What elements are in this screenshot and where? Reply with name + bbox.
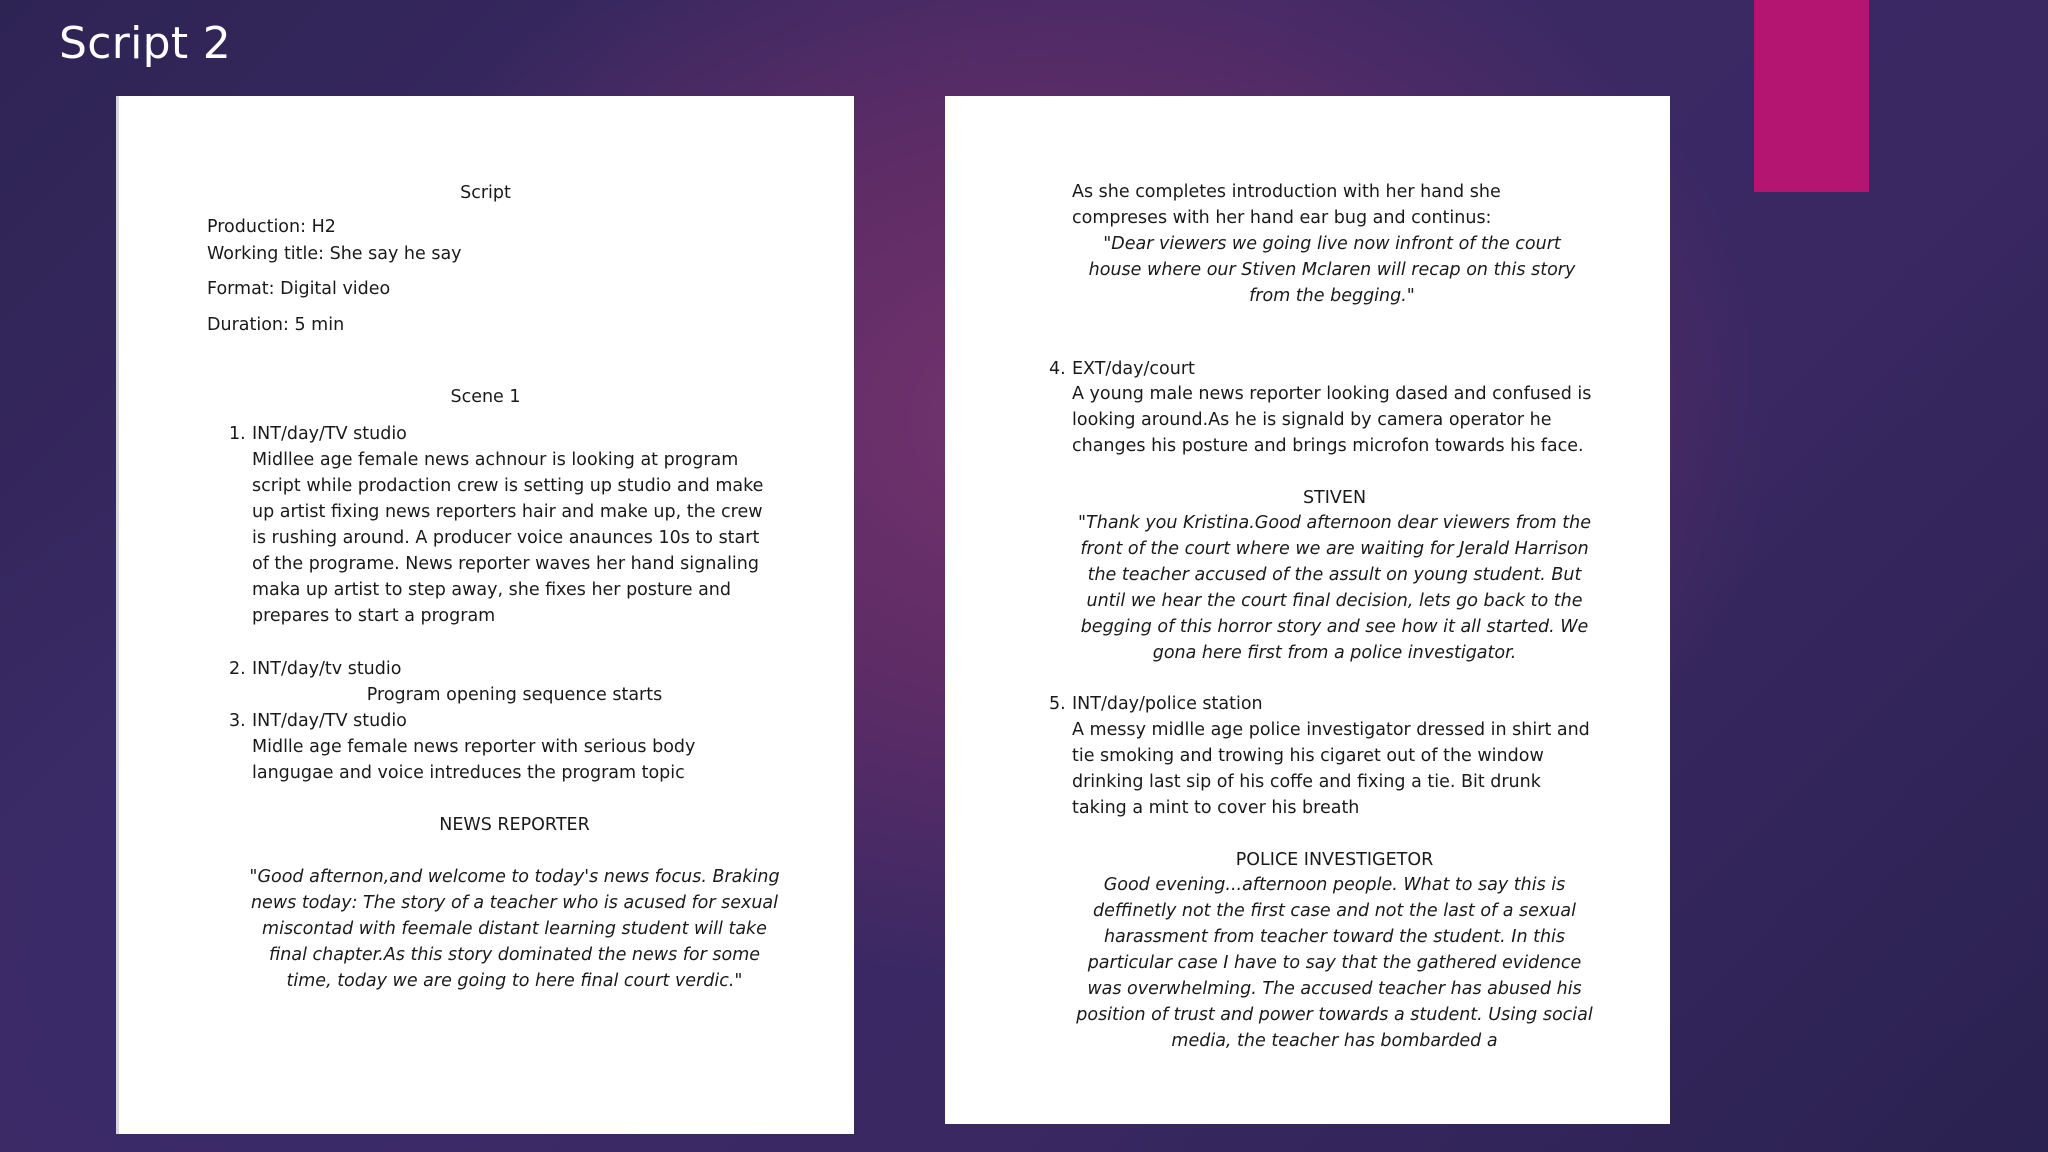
scene-slug: INT/day/TV studio [252,424,407,444]
item-number: 5. [1049,694,1066,714]
scene-action: Midllee age female news achnour is looking at program script while prodaction crew is setting up studio and make up artist fixing news reporters hair and make up, the crew is rushing around. A producer voice anaunces 10s to start of the programe. News reporter waves her hand signaling maka up artist to step away, she fixes her posture and prepares to start a program [252,450,764,626]
duration-line: Duration: 5 min [207,315,345,335]
item-number: 4. [1049,359,1066,379]
production-line: Production: H2 [207,217,336,237]
scene-action: A messy midlle age police investigator dressed in shirt and tie smoking and trowing his cigaret out of the window drinking last sip of his coffe and fixing a tie. Bit drunk taking a mint to cover his breath [1072,720,1590,818]
scene-action: A young male news reporter looking dased and confused is looking around.As he is signald by camera operator he changes his posture and brings microfon towards his face. [1072,384,1592,456]
scene-heading: Scene 1 [450,387,521,407]
scene-slug: INT/day/police station [1072,694,1263,714]
accent-bar [1754,0,1869,192]
scene-slug: INT/day/TV studio [252,711,407,731]
format-line: Format: Digital video [207,279,391,299]
item-number: 2. [229,659,246,679]
scene-slug: EXT/day/court [1072,359,1195,379]
slide-title: Script 2 [59,18,231,69]
intro-dialogue: "Dear viewers we going live now infront of the court house where our Stiven Mclaren will recap on this story from the begging." [1088,234,1576,306]
script-heading: Script [460,183,511,203]
character-name: POLICE INVESTIGETOR [1235,850,1434,870]
script-page-2 [945,96,1670,1124]
dialogue: "Thank you Kristina.Good afternoon dear viewers from the front of the court where we are waiting for Jerald Harrison the teacher accused of the assult on young student. But until we hear the court final decision, lets go back to the begging of this horror story and see how it all started. We gona here first from a police investigator. [1077,513,1591,663]
character-name: NEWS REPORTER [439,815,590,835]
scene-action: Midlle age female news reporter with serious body langugae and voice intreduces the program topic [252,737,696,783]
script-page-1 [116,96,854,1134]
item-number: 1. [229,424,246,444]
scene-slug: INT/day/tv studio [252,659,402,679]
intro-action: As she completes introduction with her hand she compreses with her hand ear bug and continus: [1072,182,1501,228]
scene-action: Program opening sequence starts [366,685,663,705]
item-number: 3. [229,711,246,731]
dialogue: "Good afternon,and welcome to today's news focus. Braking news today: The story of a teacher who is acused for sexual miscontad with feemale distant learning student will take final chapter.As this story dominated the news for some time, today we are going to here final court verdic." [249,867,780,991]
working-title-line: Working title: She say he say [207,244,462,264]
dialogue: Good evening...afternoon people. What to say this is deffinetly not the first case and not the last of a sexual harassment from teacher toward the student. In this particular case I have to say that the gathered evidence was overwhelming. The accused teacher has abused his position of trust and power towards a student. Using social media, the teacher has bombarded a [1076,875,1593,1051]
character-name: STIVEN [1302,488,1367,508]
